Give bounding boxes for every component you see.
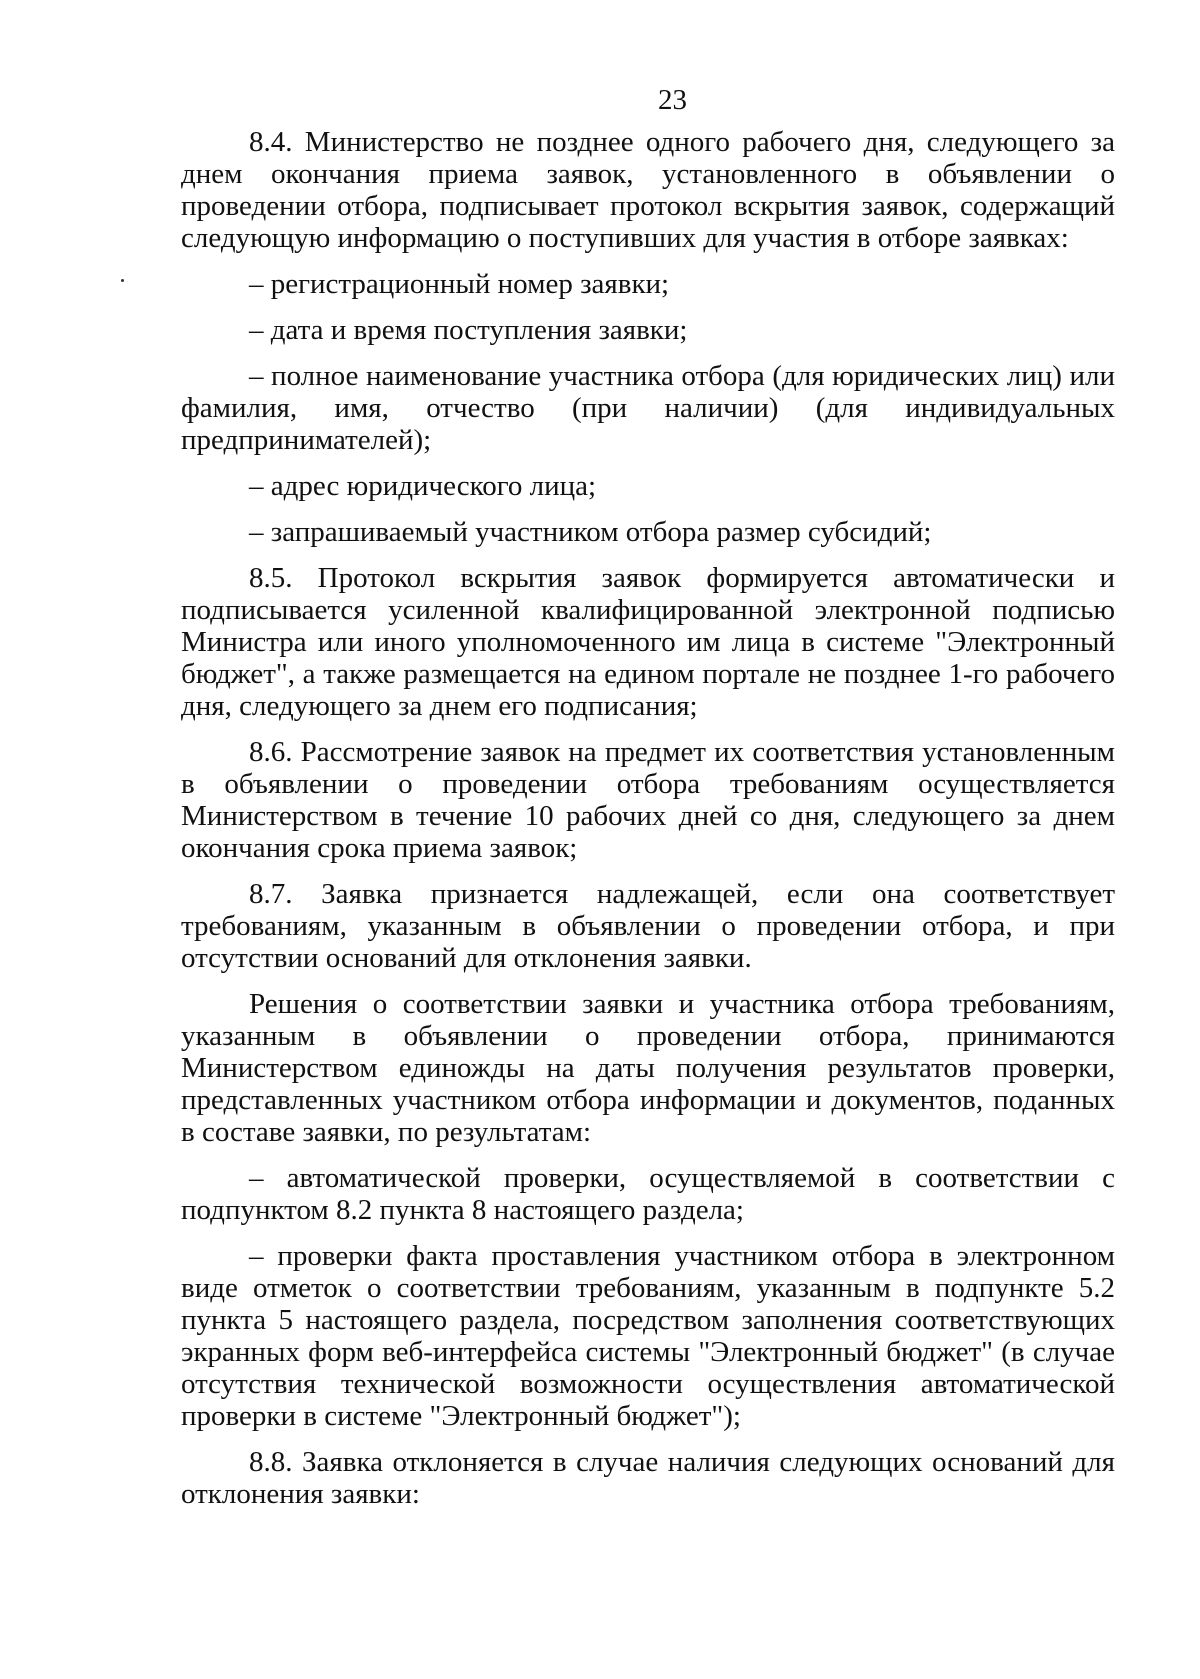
list-item-automatic-check: – автоматической проверки, осуществляемой в соответствии с подпунктом 8.2 пункта 8 настоящего раздела;	[181, 1162, 1115, 1226]
page-number: 23	[658, 84, 687, 116]
list-item-full-name: – полное наименование участника отбора (для юридических лиц) или фамилия, имя, отчество (при наличии) (для индивидуальных предпринимателей);	[181, 360, 1115, 456]
decision-paragraph: Решения о соответствии заявки и участника отбора требованиям, указанным в объявлении о проведении отбора, принимаются Министерством единожды на даты получения результатов проверки, представленных участником отбора информации и документов, поданных в составе заявки, по результатам:	[181, 988, 1115, 1148]
list-item-manual-check: – проверки факта проставления участником отбора в электронном виде отметок о соответствии требованиям, указанным в подпункте 5.2 пункта 5 настоящего раздела, посредством заполнения соответствующих экранных форм веб-интерфейса системы "Электронный бюджет" (в случае отсутствия технической возможности осуществления автоматической проверки в системе "Электронный бюджет");	[181, 1240, 1115, 1432]
clause-8-8: 8.8. Заявка отклоняется в случае наличия следующих оснований для отклонения заявки:	[181, 1446, 1115, 1510]
clause-8-6: 8.6. Рассмотрение заявок на предмет их соответствия установленным в объявлении о проведении отбора требованиям осуществляется Министерством в течение 10 рабочих дней со дня, следующего за днем окончания срока приема заявок;	[181, 736, 1115, 864]
list-item-address: – адрес юридического лица;	[249, 470, 597, 502]
list-item-reg-number: – регистрационный номер заявки;	[249, 268, 670, 300]
list-item-date-time: – дата и время поступления заявки;	[249, 314, 688, 346]
clause-8-4: 8.4. Министерство не позднее одного рабочего дня, следующего за днем окончания приема заявок, установленного в объявлении о проведении отбора, подписывает протокол вскрытия заявок, содержащий следующую информацию о поступивших для участия в отборе заявках:	[181, 126, 1115, 254]
document-body	[181, 126, 1115, 1524]
list-item-subsidy-amount: – запрашиваемый участником отбора размер субсидий;	[249, 516, 932, 548]
clause-8-5: 8.5. Протокол вскрытия заявок формируется автоматически и подписывается усиленной квалифицированной электронной подписью Министра или иного уполномоченного им лица в системе "Электронный бюджет", а также размещается на едином портале не позднее 1-го рабочего дня, следующего за днем его подписания;	[181, 562, 1115, 722]
clause-8-7: 8.7. Заявка признается надлежащей, если она соответствует требованиям, указанным в объявлении о проведении отбора, и при отсутствии оснований для отклонения заявки.	[181, 878, 1115, 974]
scan-speck	[121, 279, 124, 282]
